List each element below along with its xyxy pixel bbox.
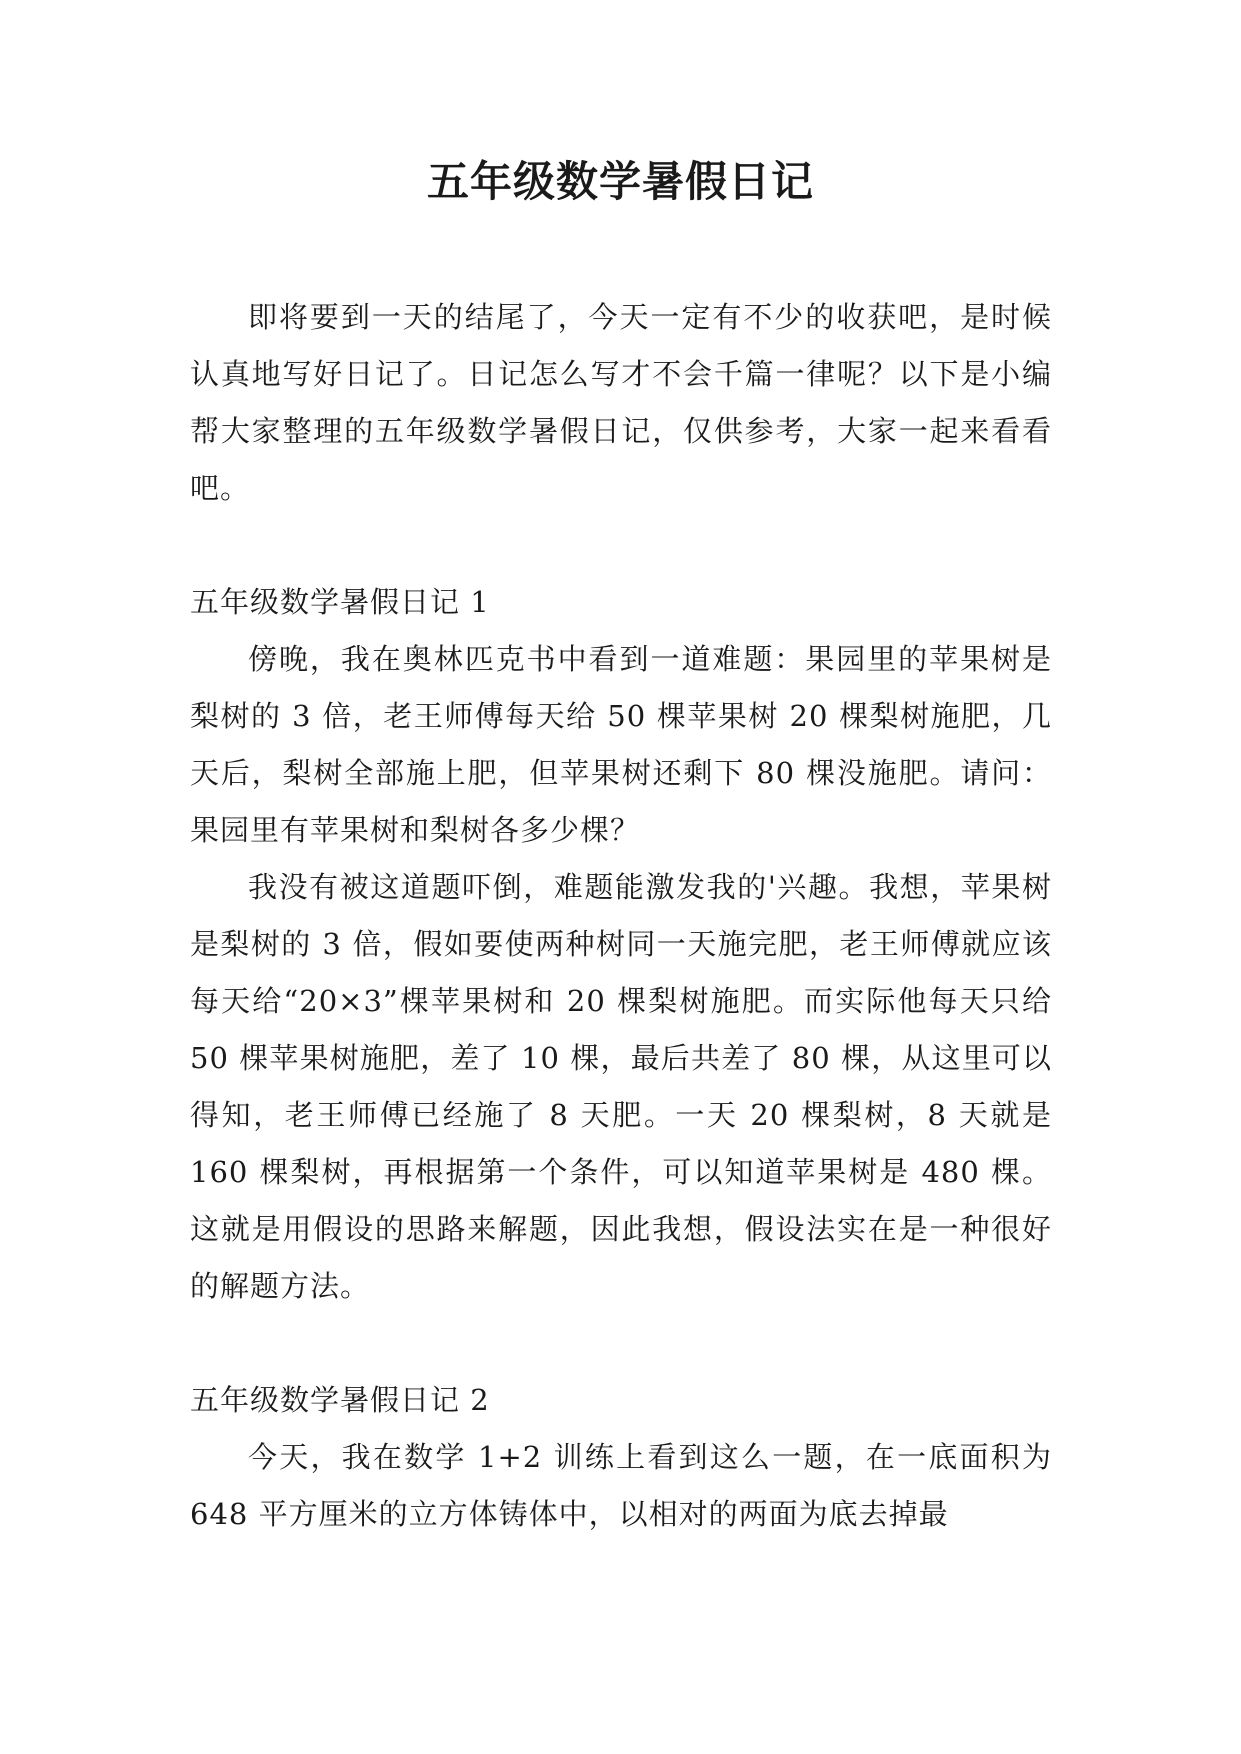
section-heading: 五年级数学暑假日记 2 [190,1383,490,1417]
body-paragraph: 今天，我在数学 1+2 训练上看到这么一题，在一底面积为 648 平方厘米的立方体铸体中，以相对的两面为底去掉最 [190,1440,1052,1531]
intro-paragraph: 即将要到一天的结尾了，今天一定有不少的收获吧，是时候认真地写好日记了。日记怎么写才不会千篇一律呢？以下是小编帮大家整理的五年级数学暑假日记，仅供参考，大家一起来看看吧。 [190,300,1052,505]
document-title: 五年级数学暑假日记 [426,157,814,206]
section-spacer [190,1315,1052,1372]
diary-section-1 [190,574,1052,1315]
section-heading: 五年级数学暑假日记 1 [190,585,490,619]
body-paragraph: 我没有被这道题吓倒，难题能激发我的'兴趣。我想，苹果树是梨树的 3 倍，假如要使两种树同一天施完肥，老王师傅就应该每天给“20×3”棵苹果树和 20 棵梨树施肥。而实际他每天只给 50 棵苹果树施肥，差了 10 棵，最后共差了 80 棵，从这里可以得知，老王师傅已经施了 8 天肥。一天 20 棵梨树，8 天就是 160 棵梨树，再根据第一个条件，可以知道苹果树是 480 棵。这就是用假设的思路来解题，因此我想，假设法实在是一种很好的解题方法。 [190,870,1052,1303]
body-paragraph: 傍晚，我在奥林匹克书中看到一道难题：果园里的苹果树是梨树的 3 倍，老王师傅每天给 50 棵苹果树 20 棵梨树施肥，几天后，梨树全部施上肥，但苹果树还剩下 80 棵没施肥。请问：果园里有苹果树和梨树各多少棵？ [190,642,1052,847]
diary-section-2 [190,1372,1052,1543]
document-body [190,289,1052,1543]
section-spacer [190,517,1052,574]
